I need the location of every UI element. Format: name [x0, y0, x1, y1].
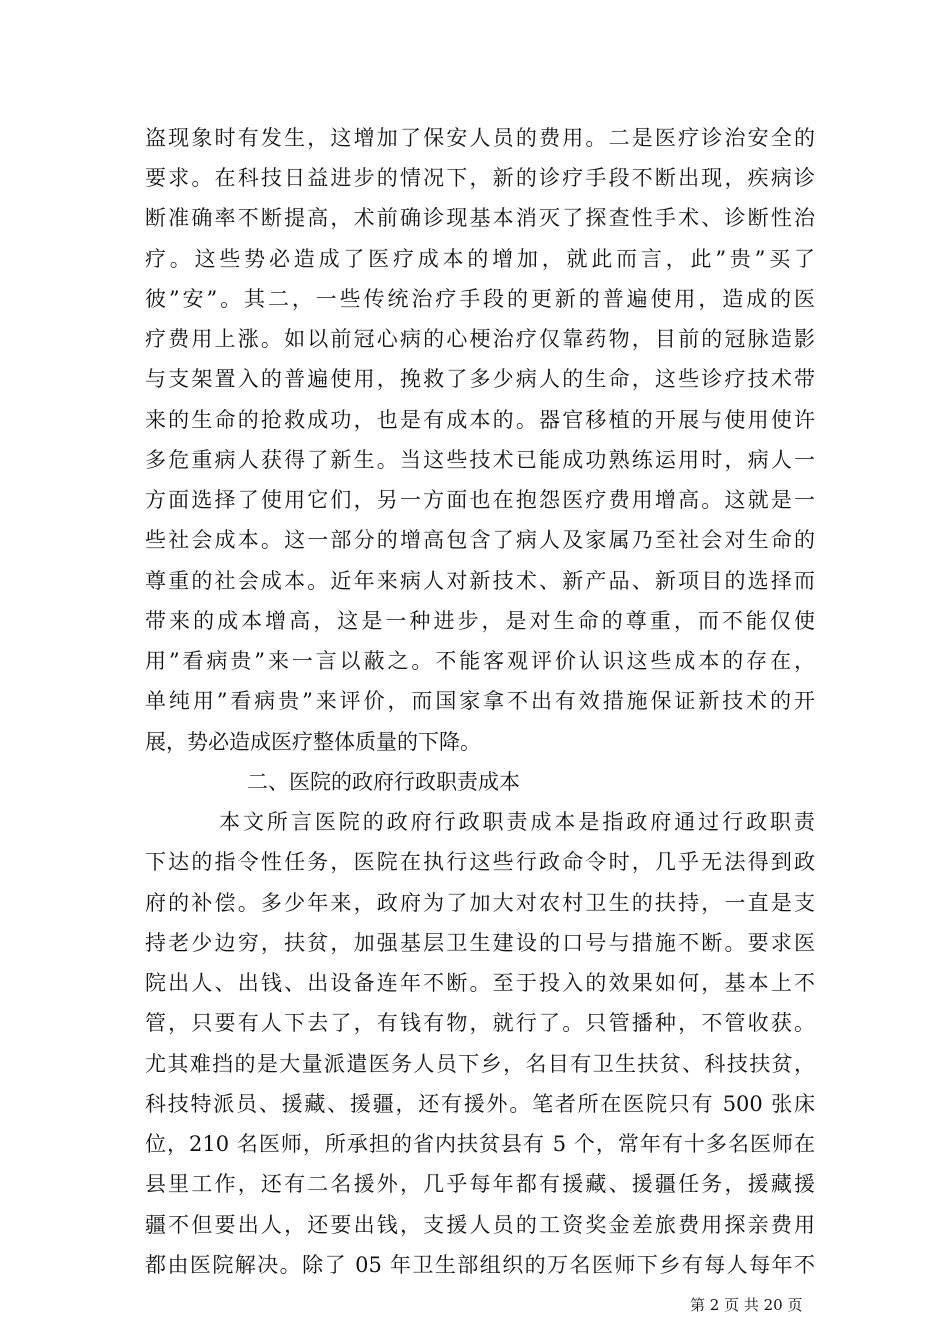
- text-line-15: 单纯用”看病贵”来评价，而国家拿不出有效措施保证新技术的开: [145, 689, 815, 713]
- section-heading: 二、医院的政府行政职责成本: [247, 770, 520, 794]
- text-line-7: 与支架置入的普遍使用，挽救了多少病人的生命，这些诊疗技术带: [145, 367, 815, 391]
- text-line-19: 下达的指令性任务，医院在执行这些行政命令时，几乎无法得到政: [145, 850, 815, 874]
- text-line-18: 本文所言医院的政府行政职责成本是指政府通过行政职责: [219, 810, 815, 834]
- text-line-13: 带来的成本增高，这是一种进步，是对生命的尊重，而不能仅使: [145, 609, 815, 633]
- text-line-1: 盗现象时有发生，这增加了保安人员的费用。二是医疗诊治安全的: [145, 126, 815, 150]
- text-line-24: 尤其难挡的是大量派遣医务人员下乡，名目有卫生扶贫、科技扶贫，: [145, 1052, 815, 1076]
- text-line-29: 都由医院解决。除了 05 年卫生部组织的万名医师下乡有每人每年不: [145, 1253, 815, 1277]
- text-line-25: 科技特派员、援藏、援疆，还有援外。笔者所在医院只有 500 张床: [145, 1092, 815, 1116]
- text-line-16: 展，势必造成医疗整体质量的下降。: [145, 730, 481, 754]
- text-line-12: 尊重的社会成本。近年来病人对新技术、新产品、新项目的选择而: [145, 569, 815, 593]
- text-line-28: 疆不但要出人，还要出钱，支援人员的工资奖金差旅费用探亲费用: [145, 1213, 815, 1237]
- text-line-14: 用”看病贵”来一言以蔽之。不能客观评价认识这些成本的存在，: [145, 649, 815, 673]
- text-line-9: 多危重病人获得了新生。当这些技术已能成功熟练运用时，病人一: [145, 448, 815, 472]
- page-number-footer: 第 2 页 共 20 页: [690, 1296, 803, 1314]
- text-line-6: 疗费用上涨。如以前冠心病的心梗治疗仅靠药物，目前的冠脉造影: [145, 327, 815, 351]
- text-line-10: 方面选择了使用它们，另一方面也在抱怨医疗费用增高。这就是一: [145, 488, 815, 512]
- text-line-2: 要求。在科技日益进步的情况下，新的诊疗手段不断出现，疾病诊: [145, 166, 815, 190]
- text-line-5: 彼”安”。其二，一些传统治疗手段的更新的普遍使用，造成的医: [145, 287, 815, 311]
- text-line-4: 疗。这些势必造成了医疗成本的增加，就此而言，此”贵”买了: [145, 247, 815, 271]
- text-line-8: 来的生命的抢救成功，也是有成本的。器官移植的开展与使用使许: [145, 408, 815, 432]
- text-line-23: 管，只要有人下去了，有钱有物，就行了。只管播种，不管收获。: [145, 1011, 815, 1035]
- text-line-21: 持老少边穷，扶贫，加强基层卫生建设的口号与措施不断。要求医: [145, 931, 815, 955]
- text-line-26: 位，210 名医师，所承担的省内扶贫县有 5 个，常年有十多名医师在: [145, 1132, 815, 1156]
- text-line-3: 断准确率不断提高，术前确诊现基本消灭了探查性手术、诊断性治: [145, 206, 815, 230]
- text-line-22: 院出人、出钱、出设备连年不断。至于投入的效果如何，基本上不: [145, 971, 815, 995]
- text-line-27: 县里工作，还有二名援外，几乎每年都有援藏、援疆任务，援藏援: [145, 1172, 815, 1196]
- text-line-11: 些社会成本。这一部分的增高包含了病人及家属乃至社会对生命的: [145, 528, 815, 552]
- text-line-20: 府的补偿。多少年来，政府为了加大对农村卫生的扶持，一直是支: [145, 891, 815, 915]
